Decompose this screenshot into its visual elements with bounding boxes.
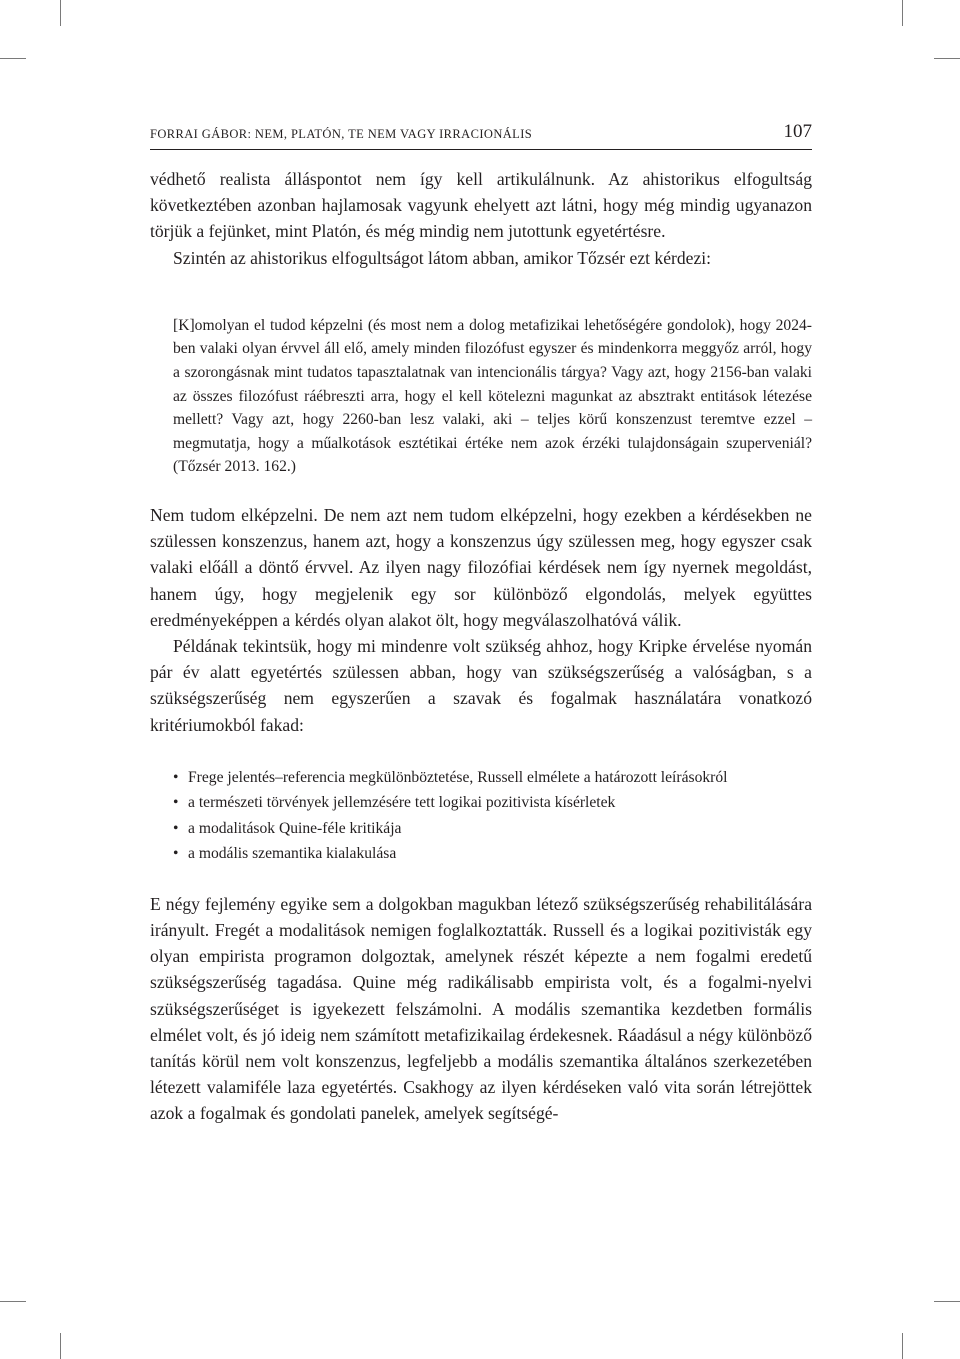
paragraph: Nem tudom elképzelni. De nem azt nem tudom elképzelni, hogy ezekben a kérdésekben ne szülessen konszenzus, hanem azt, hogy a konszenzus úgy szülessen meg, hogy egyszer csak valaki előáll a döntő érvvel. Az ilyen nagy filozófiai kérdések nem így nyernek megoldást, hanem úgy, hogy megjelenik egy sor különböző elgondolás, melyek együttes eredményeképpen a kérdés olyan alakot ölt, hogy megválaszolhatóvá válik.	[150, 504, 812, 630]
list-item	[173, 842, 812, 867]
list-item-text: Frege jelentés–referencia megkülönböztetése, Russell elmélete a határozott leírásokról	[188, 768, 728, 786]
crop-mark	[0, 58, 26, 59]
bullet-icon: •	[173, 819, 179, 837]
paragraph: védhető realista álláspontot nem így kell artikulálnunk. Az ahistorikus elfogultság következtében azonban hajlamosak vagyunk ehelyett azt látni, hogy még mindig ugyanazon törjük a fejünket, mint Platón, és még mindig nem jutottunk egyetértésre.	[150, 169, 812, 242]
bullet-list	[173, 766, 812, 867]
page-number: 107	[783, 121, 812, 142]
crop-mark	[902, 1333, 903, 1359]
list-item-text: a modalitások Quine-féle kritikája	[188, 819, 402, 837]
list-item	[173, 766, 812, 791]
crop-mark	[60, 1333, 61, 1359]
paragraph: Példának tekintsük, hogy mi mindenre volt szükség ahhoz, hogy Kripke érvelése nyomán pár év alatt egyetértés szülessen abban, hogy van szükségszerűség a valóságban, s a szükségszerűség nem egyszerűen a szavak és fogalmak használatára vonatkozó kritériumokból fakad:	[150, 635, 812, 735]
list-item-text: a természeti törvények jellemzésére tett logikai pozitivista kísérletek	[188, 794, 616, 812]
paragraph: Szintén az ahistorikus elfogultságot látom abban, amikor Tőzsér ezt kérdezi:	[173, 247, 712, 268]
bullet-icon: •	[173, 768, 179, 786]
paragraph: E négy fejlemény egyike sem a dolgokban magukban létező szükségszerűség rehabilitálására irányult. Fregét a modalitások nemigen foglalkoztatták. Russell és a logikai pozitivisták egy olyan empirista programon dolgoztak, amelynek részét képezte a nem fogalmi eredetű szükségszerűség tagadása. Quine még radikálisabb empirista volt, és a fogalmi-nyelvi szükségszerűséget is igyekezett felszámolni. A modális szemantika kezdetben formális elmélet volt, és jó ideig nem számított metafizikailag érdekesnek. Ráadásul a négy különböző tanítás körül nem volt konszenzus, legfeljebb a modális szemantika általános szerkezetében létezett valamiféle laza egyetértés. Csakhogy az ilyen kérdéseken való vita során létrejöttek azok a fogalmak és gondolati panelek, amelyek segítségé-	[150, 893, 812, 1124]
running-head: FORRAI GÁBOR: NEM, PLATÓN, TE NEM VAGY IRRACIONÁLIS	[150, 127, 533, 141]
list-item	[173, 791, 812, 816]
crop-mark	[934, 58, 960, 59]
crop-mark	[0, 1301, 26, 1302]
bullet-icon: •	[173, 794, 179, 812]
page-header	[150, 121, 812, 150]
block-quote: [K]omolyan el tudod képzelni (és most nem a dolog metafizikai lehetőségére gondolok), hogy 2024-ben valaki olyan érvvel áll elő, amely minden filozófust egyszer és mindenkorra meggyőz arról, hogy a szorongásnak mint tudatos tapasztalatnak van intencionális tárgya? Vagy azt, hogy 2156-ban valaki az összes filozófust ráébreszti arra, hogy el kell kötelezni magunkat az absztrakt entitások létezése mellett? Vagy azt, hogy 2260-ban lesz valaki, aki – teljes körű konszenzust teremtve ezzel – megmutatja, hogy a műalkotások esztétikai értéke nem azok érzéki tulajdonságain szuperveniál? (Tőzsér 2013. 162.)	[173, 316, 812, 476]
crop-mark	[902, 0, 903, 26]
list-item-text: a modális szemantika kialakulása	[188, 845, 397, 863]
list-item	[173, 817, 812, 842]
page-body	[150, 166, 812, 1127]
bullet-icon: •	[173, 845, 179, 863]
crop-mark	[934, 1301, 960, 1302]
crop-mark	[60, 0, 61, 26]
